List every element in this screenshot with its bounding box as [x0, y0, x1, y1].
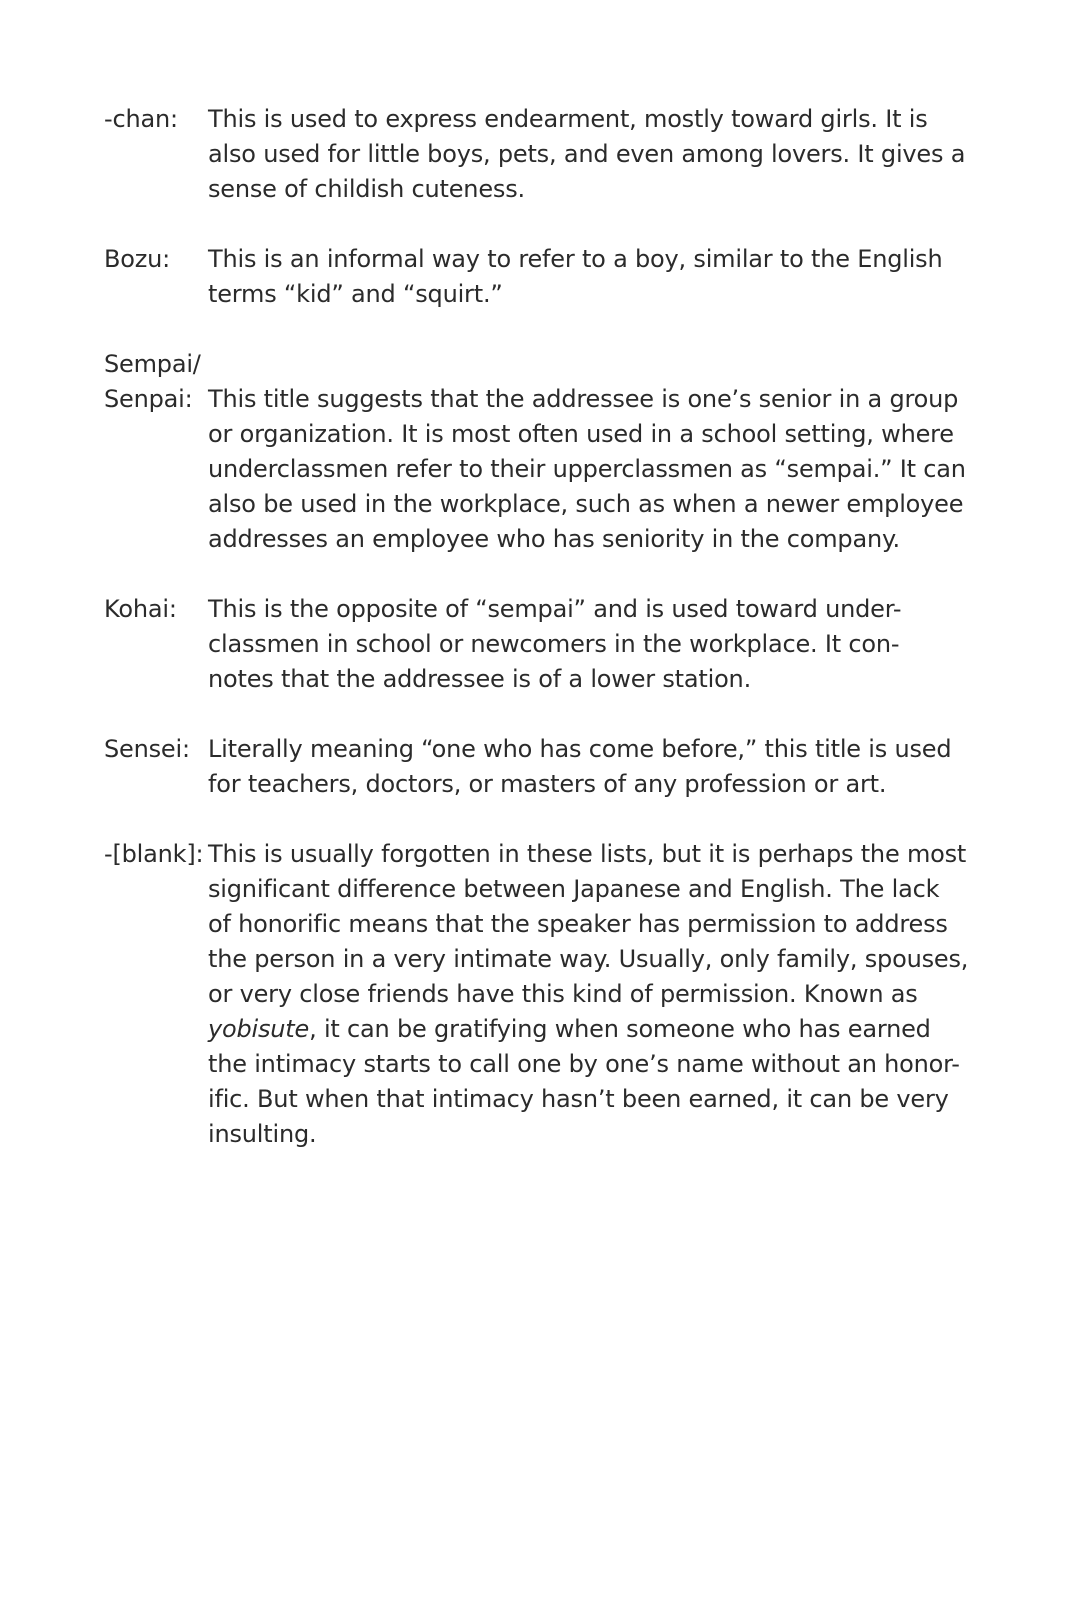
definition-line: sense of childish cuteness.	[208, 175, 525, 203]
definition-line: or organization. It is most often used in a school setting, where	[208, 420, 954, 448]
term-bozu: Bozu:	[104, 245, 171, 273]
definition-chan	[208, 102, 966, 207]
definition-line: This is an informal way to refer to a boy, similar to the English	[208, 245, 943, 273]
definition-sensei	[208, 732, 953, 802]
term-blank: -[blank]:	[104, 840, 204, 868]
definition-kohai	[208, 592, 953, 697]
definition-line: or very close friends have this kind of permission. Known as	[208, 980, 918, 1008]
entry-blank	[104, 837, 969, 1152]
definition-line: notes that the addressee is of a lower station.	[208, 665, 751, 693]
entry-bozu	[104, 242, 954, 312]
definition-line: terms “kid” and “squirt.”	[208, 280, 503, 308]
term-sensei: Sensei:	[104, 735, 190, 763]
definition-line: addresses an employee who has seniority in the company.	[208, 525, 900, 553]
term-senpai: Senpai:	[104, 385, 193, 413]
entry-sensei	[104, 732, 954, 802]
definition-sempai	[208, 382, 966, 557]
definition-line: This is used to express endearment, mostly toward girls. It is	[208, 105, 928, 133]
definition-line: insulting.	[208, 1120, 317, 1148]
definition-line: underclassmen refer to their upperclassmen as “sempai.” It can	[208, 455, 966, 483]
definition-line: for teachers, doctors, or masters of any profession or art.	[208, 770, 887, 798]
definition-line: This is the opposite of “sempai” and is used toward under-	[208, 595, 902, 623]
honorifics-list	[104, 102, 969, 1187]
definition-line: the intimacy starts to call one by one’s name without an honor-	[208, 1050, 960, 1078]
entry-kohai	[104, 592, 954, 697]
definition-line: classmen in school or newcomers in the workplace. It con-	[208, 630, 900, 658]
definition-line-rest: , it can be gratifying when someone who has earned	[309, 1015, 931, 1043]
definition-line: also be used in the workplace, such as when a newer employee	[208, 490, 964, 518]
definition-line: significant difference between Japanese and English. The lack	[208, 875, 940, 903]
entry-chan	[104, 102, 966, 207]
term-sempai-line1: Sempai/	[104, 350, 201, 378]
definition-blank	[208, 837, 969, 1152]
definition-line-yobisute	[208, 1012, 953, 1047]
italic-term-yobisute: yobisute	[208, 1015, 310, 1043]
term-kohai: Kohai:	[104, 595, 177, 623]
definition-line: This is usually forgotten in these lists, but it is perhaps the most	[208, 840, 967, 868]
definition-line: the person in a very intimate way. Usually, only family, spouses,	[208, 945, 969, 973]
term-chan: -chan:	[104, 105, 178, 133]
definition-line: ific. But when that intimacy hasn’t been earned, it can be very	[208, 1085, 949, 1113]
definition-line: of honorific means that the speaker has permission to address	[208, 910, 948, 938]
definition-line: Literally meaning “one who has come before,” this title is used	[208, 735, 952, 763]
definition-line: This title suggests that the addressee is one’s senior in a group	[208, 385, 959, 413]
definition-bozu	[208, 242, 953, 312]
entry-sempai	[104, 347, 966, 557]
definition-line: also used for little boys, pets, and even among lovers. It gives a	[208, 140, 966, 168]
